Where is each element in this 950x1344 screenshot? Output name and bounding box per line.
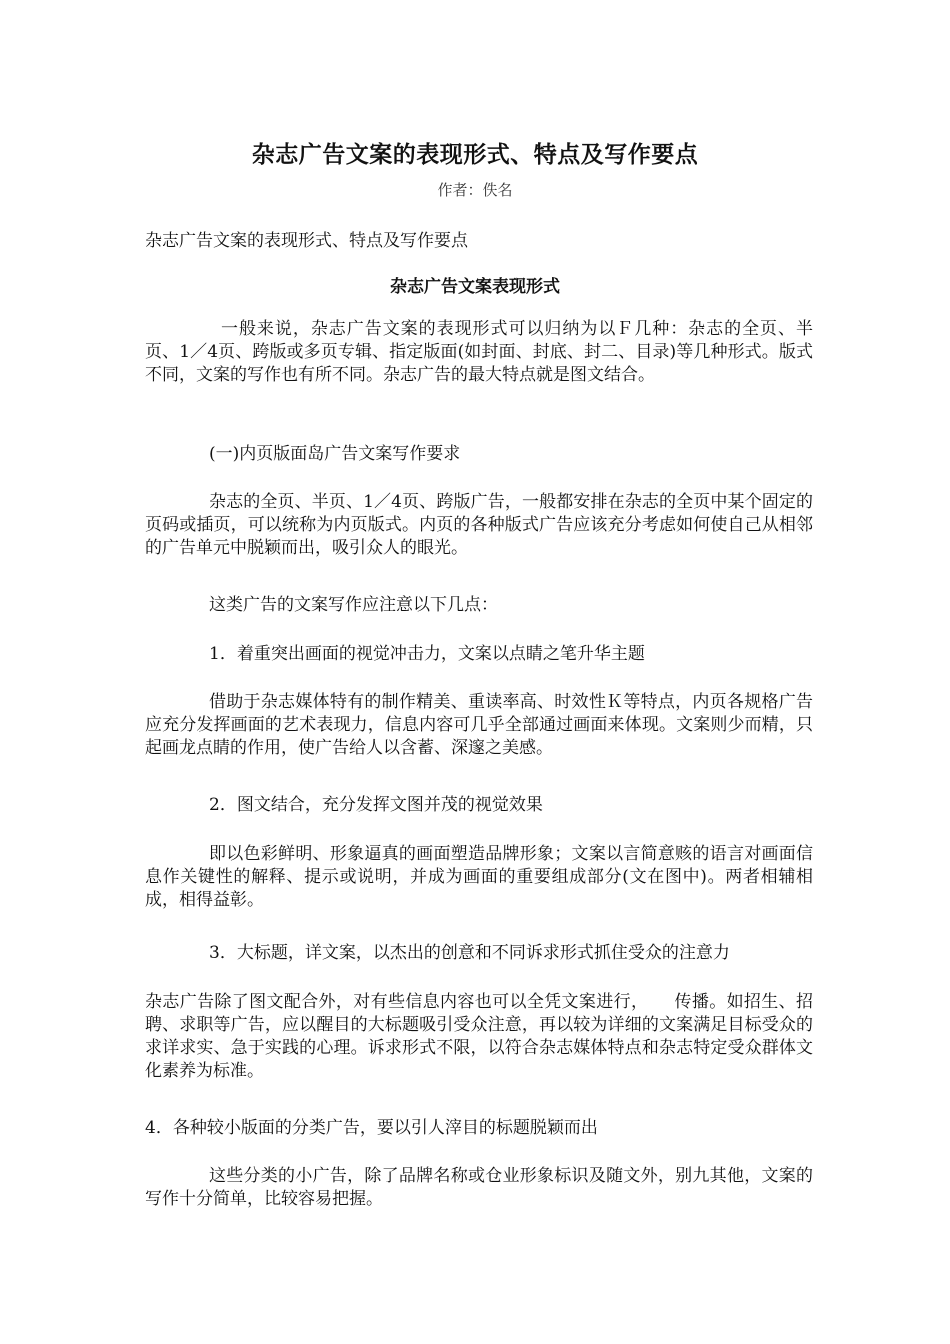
document-title: 杂志广告文案的表现形式、特点及写作要点 — [251, 141, 699, 168]
point-2-heading: 2．图文结合，充分发挥文图并茂的视觉效果 — [209, 795, 543, 815]
subheading-inner-page: (一)内页版面岛广告文案写作要求 — [209, 444, 461, 464]
section-title: 杂志广告文案表现形式 — [390, 277, 560, 297]
point-3-heading: 3．大标题，详文案，以杰出的创意和不同诉求形式抓住受众的注意力 — [209, 943, 730, 963]
point-4-heading: 4．各种较小版面的分类广告，要以引人滓目的标题脱颖而出 — [145, 1118, 598, 1138]
paragraph-point-1: 借助于杂志媒体特有的制作精美、重读率高、时效性Ｋ等特点，内页各规格广告应充分发挥画面的艺术表现力，信息内容可几乎全部通过画面来体现。文案则少而精，只起画龙点睛的作用，使广告给人以含蓄、深邃之美感。 — [145, 692, 813, 758]
paragraph-point-3: 杂志广告除了图文配合外，对有些信息内容也可以全凭文案进行， 传播。如招生、招聘、求职等广告，应以醒目的大标题吸引受众注意，再以较为详细的文案满足目标受众的求详求实、急于实践的心理。诉求形式不限，以符合杂志媒体特点和杂志特定受众群体文化素养为标准。 — [145, 992, 813, 1081]
intro-line: 杂志广告文案的表现形式、特点及写作要点 — [145, 231, 468, 251]
paragraph-forms: 一般来说，杂志广告文案的表现形式可以归纳为以Ｆ几种：杂志的全页、半页、1／4页、跨版或多页专辑、指定版面(如封面、封底、封二、目录)等几种形式。版式不同，文案的写作也有所不同。杂志广告的最大特点就是图文结合。 — [145, 319, 813, 385]
paragraph-point-2: 即以色彩鲜明、形象逼真的画面塑造品牌形象；文案以言简意赅的语言对画面信息作关键性的解释、提示或说明，并成为画面的重要组成部分(文在图中)。两者相辅相成，相得益彰。 — [145, 844, 813, 910]
paragraph-inner-page: 杂志的全页、半页、1／4页、跨版广告，一般都安排在杂志的全页中某个固定的页码或插页，可以统称为内页版式。内页的各种版式广告应该充分考虑如何使自己从相邻的广告单元中脱颖而出，吸引众人的眼光。 — [145, 492, 813, 558]
point-1-heading: 1．着重突出画面的视觉冲击力，文案以点睛之笔升华主题 — [209, 644, 645, 664]
points-intro: 这类广告的文案写作应注意以下几点： — [209, 595, 498, 615]
paragraph-point-4: 这些分类的小广告，除了品牌名称或仓业形象标识及随文外，别九其他，文案的写作十分简单，比较容易把握。 — [145, 1166, 813, 1209]
author-line: 作者：佚名 — [437, 181, 513, 199]
